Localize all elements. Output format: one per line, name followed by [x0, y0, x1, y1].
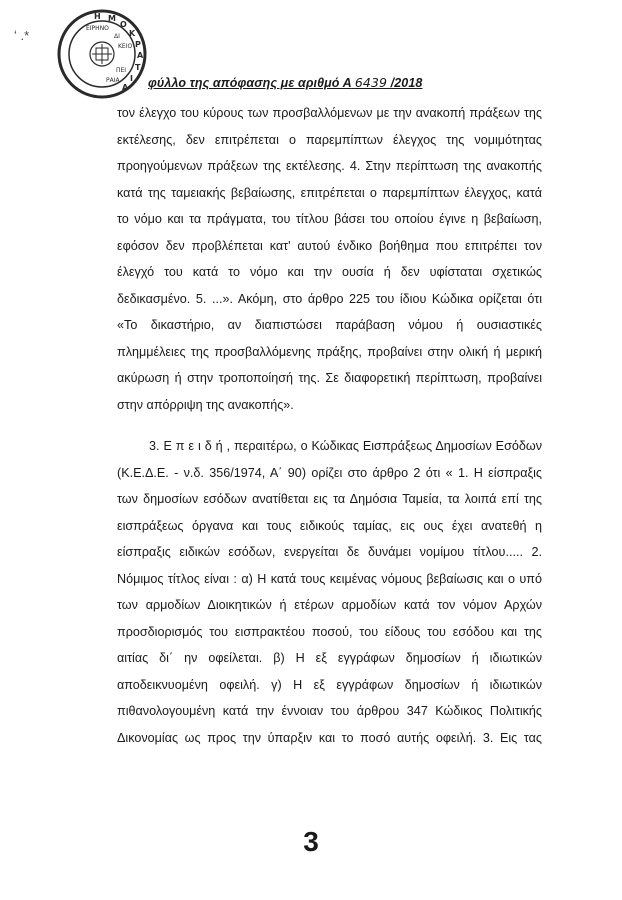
svg-text:Η: Η — [94, 12, 101, 21]
svg-text:ΡΑΙΑ: ΡΑΙΑ — [106, 77, 120, 84]
text-line: αποδεικνυομένη οφειλή. γ) Η εξ εγγράφων δημοσίων ή ιδιωτικών — [117, 677, 542, 692]
svg-text:Ο: Ο — [120, 20, 127, 29]
text-line: δεδικασμένο. 5. ...». Ακόμη, στο άρθρο 225 του ίδιου Κώδικα ορίζεται ότι — [117, 291, 542, 306]
text-line: προσδιορισμός του εισπρακτέου ποσού, του είδους του εσόδου και της — [117, 624, 542, 639]
header-prefix: φύλλο της απόφασης με αριθμό Α — [148, 76, 352, 90]
text-line: Νόμιμος τίτλος είναι : α) Η κατά τους κειμένας νόμους βεβαίωσις και ο υπό — [117, 571, 542, 586]
svg-text:Τ: Τ — [135, 63, 141, 72]
text-line: «Το δικαστήριο, αν διαπιστώσει παράβαση νόμου ή ουσιαστικές — [117, 318, 542, 332]
text-line: Δικονομίας ως προς την ύπαρξιν και το ποσό αυτής οφειλή. 3. Εις τας — [117, 730, 542, 745]
document-body — [117, 100, 542, 751]
svg-text:ΚΕΙΟ: ΚΕΙΟ — [118, 43, 133, 50]
text-line: εισπράξεως όργανα και τους ειδικούς ταμίας, εις ους έχει ανατεθή η — [117, 518, 542, 533]
svg-text:ΠΕΙ: ΠΕΙ — [116, 67, 127, 74]
text-line: εκτέλεσης, δεν επιτρέπεται ο παρεμπίπτων έλεγχος της νομιμότητας — [117, 132, 542, 147]
text-line: 3. Ε π ε ι δ ή , περαιτέρω, ο Κώδικας Εισπράξεως Δημοσίων Εσόδων — [149, 439, 542, 453]
text-line: στην απόρριψη της ανακοπής». — [117, 397, 294, 412]
svg-text:ΔΙ: ΔΙ — [114, 33, 120, 40]
decision-year: /2018 — [390, 76, 423, 90]
svg-text:Κ: Κ — [129, 29, 136, 38]
text-line: το νόμο και τα πράγματα, του τίτλου βάσει του οποίου έγινε η βεβαίωση, — [117, 212, 542, 226]
court-seal — [56, 8, 148, 100]
svg-text:ΕΙΡΗΝΟ: ΕΙΡΗΝΟ — [86, 25, 109, 32]
text-line: των δημοσίων εσόδων ανατίθεται εις τα Δημόσια Ταμεία, τα λοιπά επί της — [117, 492, 542, 506]
svg-text:Ι: Ι — [130, 74, 133, 83]
seal-graphic — [56, 8, 148, 100]
text-line: προηγούμενων πράξεων της εκτέλεσης. 4. Στην περίπτωση της ανακοπής — [117, 159, 542, 173]
page-number: 3 — [303, 826, 319, 857]
page-header — [148, 75, 568, 90]
svg-text:Μ: Μ — [108, 14, 116, 23]
paragraph-gap — [117, 418, 542, 433]
text-line: εφόσον δεν προβλέπεται κατ' αυτού ένδικο βοήθημα που επιτρέπει τον — [117, 238, 542, 253]
svg-text:Α: Α — [137, 51, 144, 60]
text-line: πιθανολογουμένη κατά την έννοιαν του άρθρου 347 Κώδικος Πολιτικής — [117, 704, 542, 718]
svg-text:Ρ: Ρ — [135, 40, 141, 49]
text-line: των αρμοδίων Διοικητικών ή ετέρων αρμοδίων κατά τον νόμον Αρχών — [117, 598, 542, 612]
text-line: πλημμέλειες της προσβαλλόμενης πράξης, προβαίνει στην ολική ή μερική — [117, 344, 542, 359]
text-line: (Κ.Ε.Δ.Ε. - ν.δ. 356/1974, Α΄ 90) ορίζει στο άρθρο 2 ότι « 1. Η είσπραξις — [117, 465, 542, 480]
text-line: ακύρωση ή στην τροποποίησή της. Σε διαφορετική περίπτωση, προβαίνει — [117, 371, 542, 385]
decision-number: 6439 — [354, 75, 388, 90]
text-line: αιτίας δι΄ ην οφείλεται. β) Η εξ εγγράφων δημοσίων ή ιδιωτικών — [117, 651, 542, 665]
margin-marks: ʻ .* — [14, 28, 30, 43]
text-line: τον έλεγχο του κύρους των προσβαλλόμενων με την ανακοπή πράξεων της — [117, 106, 542, 120]
text-line: είσπραξις ειδικών εσόδων, ενεργείται δε δυνάμει νομίμου τίτλου..... 2. — [117, 545, 542, 559]
text-line: έλεγχό του κατά το νόμο και την ουσία ή δεν υφίσταται σχετικώς — [117, 265, 542, 279]
text-line: κατά της ταμειακής βεβαίωσης, επιτρέπεται ο παρεμπίπτων έλεγχος, κατά — [117, 185, 542, 200]
svg-text:Α: Α — [122, 83, 129, 92]
